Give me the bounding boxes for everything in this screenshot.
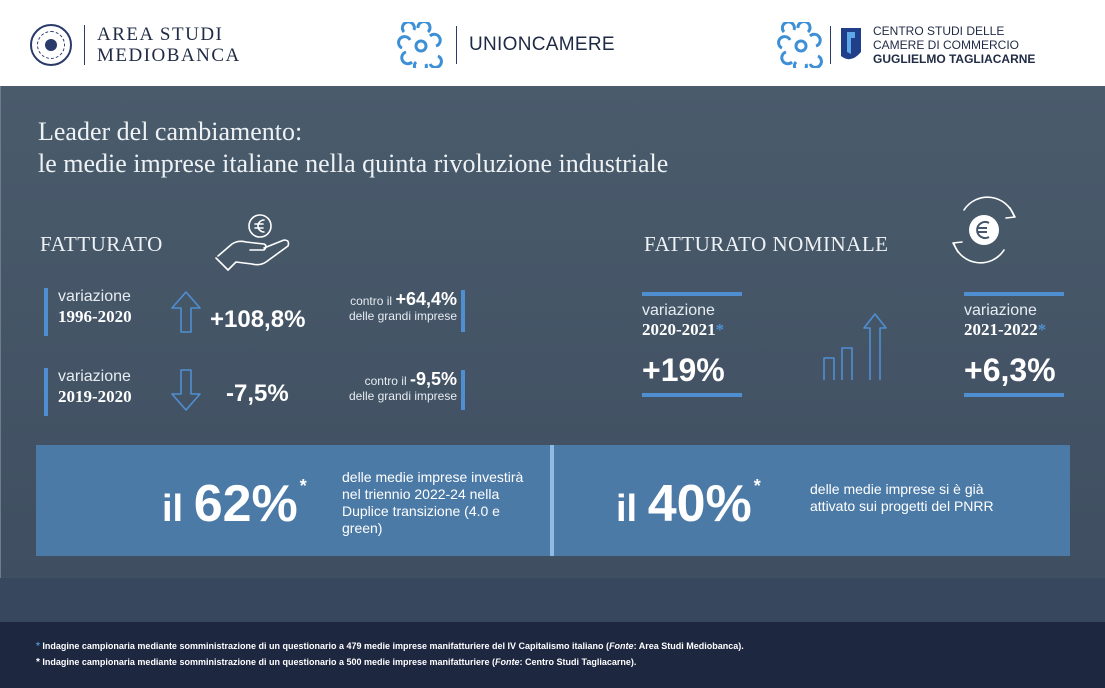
footnote-fonte: Fonte xyxy=(495,657,520,667)
footnote-source: : Centro Studi Tagliacarne). xyxy=(519,657,637,667)
unioncamere-logo xyxy=(396,22,615,68)
unioncamere-mark-icon xyxy=(396,22,446,68)
footnote-star: * xyxy=(715,320,725,339)
fatturato-heading: FATTURATO xyxy=(40,232,163,256)
accent-bar xyxy=(461,290,465,332)
stat-description-40: delle medie imprese si è già attivato sui progetti del PNRR xyxy=(810,481,994,514)
variation-label: variazione xyxy=(964,302,1037,319)
variation-label: variazione xyxy=(58,288,131,305)
cmp-suffix: delle grandi imprese xyxy=(348,389,457,403)
nominale-value-2021-2022: +6,3% xyxy=(964,352,1056,388)
fatturato-row-1996-2020 xyxy=(44,288,132,336)
arrow-up-icon xyxy=(170,290,202,334)
stat-percent-40 xyxy=(616,474,761,534)
stat-number: 40% xyxy=(647,475,752,533)
tg-line3: GUGLIELMO TAGLIACARNE xyxy=(873,52,1036,66)
tagliacarne-text xyxy=(873,24,1035,66)
stat-percent-62 xyxy=(162,474,307,534)
cmp-prefix: contro il xyxy=(364,374,410,388)
title-line2: le medie imprese italiane nella quinta rivoluzione industriale xyxy=(38,149,669,178)
footnote-source: : Area Studi Mediobanca). xyxy=(633,641,744,651)
euro-cycle-icon xyxy=(944,196,1024,264)
arrow-down-icon xyxy=(170,368,202,412)
tagliacarne-logo xyxy=(776,22,1035,68)
tg-line2: CAMERE DI COMMERCIO xyxy=(873,38,1020,52)
footnote-star: * xyxy=(1037,320,1047,339)
footnote-text: Indagine campionaria mediante somministrazione di un questionario a 500 medie imprese manifatturiere ( xyxy=(39,657,496,667)
nominale-value-2020-2021: +19% xyxy=(642,352,725,388)
stat-prefix: il xyxy=(616,488,648,530)
variation-years: 1996-2020 xyxy=(58,307,132,326)
page-title xyxy=(38,116,668,180)
footnote-star: * xyxy=(36,657,40,668)
footnote-fonte: Fonte xyxy=(609,641,634,651)
fatturato-nominale-heading: FATTURATO NOMINALE xyxy=(644,232,889,256)
fatturato-row-2019-2020 xyxy=(44,368,132,416)
asm-logo-text xyxy=(97,24,241,66)
area-studi-mediobanca-logo xyxy=(30,24,241,66)
tg-line1: CENTRO STUDI DELLE xyxy=(873,24,1005,38)
growth-chart-icon xyxy=(822,310,894,382)
variation-years: 2021-2022 xyxy=(964,320,1038,339)
footer xyxy=(0,622,1105,688)
nominale-box-2021-2022 xyxy=(964,292,1064,397)
unioncamere-name: UNIONCAMERE xyxy=(469,34,615,55)
stat-number: 62% xyxy=(193,475,298,533)
title-line1: Leader del cambiamento: xyxy=(38,117,303,146)
footnote-1 xyxy=(36,641,744,652)
cmp-suffix: delle grandi imprese xyxy=(348,309,457,323)
footnote-star: * xyxy=(36,641,40,652)
fatturato-value-1996-2020: +108,8% xyxy=(210,306,306,333)
asm-line1: AREA STUDI xyxy=(97,24,224,45)
variation-years: 2020-2021 xyxy=(642,320,716,339)
comparison-large-firms-1996-2020 xyxy=(348,289,457,324)
stat-prefix: il xyxy=(162,488,194,530)
variation-label: variazione xyxy=(642,302,715,319)
hand-euro-icon xyxy=(214,210,294,276)
footnote-star: * xyxy=(753,476,761,496)
box-divider xyxy=(550,445,554,556)
nominale-box-2020-2021 xyxy=(642,292,742,397)
unioncamere-mark-icon xyxy=(776,22,826,68)
footnote-2 xyxy=(36,657,636,668)
asm-line2: MEDIOBANCA xyxy=(97,45,241,66)
mediobanca-seal-icon xyxy=(30,24,72,66)
tagliacarne-shield-icon xyxy=(839,26,863,64)
footer-band xyxy=(0,578,1105,622)
comparison-large-firms-2019-2020 xyxy=(348,369,457,404)
cmp-value: -9,5% xyxy=(409,369,457,389)
cmp-prefix: contro il xyxy=(350,294,396,308)
stat-description-62: delle medie imprese investirà nel triennio 2022-24 nella Duplice transizione (4.0 e green) xyxy=(342,469,524,536)
variation-years: 2019-2020 xyxy=(58,387,132,406)
cmp-value: +64,4% xyxy=(395,289,457,309)
header xyxy=(0,0,1105,86)
fatturato-value-2019-2020: -7,5% xyxy=(226,380,289,407)
footnote-text: Indagine campionaria mediante somministrazione di un questionario a 479 medie imprese manifatturiere del IV Capitalismo italiano ( xyxy=(39,641,610,651)
footnote-star: * xyxy=(299,476,307,496)
accent-bar xyxy=(461,370,465,410)
variation-label: variazione xyxy=(58,368,131,385)
